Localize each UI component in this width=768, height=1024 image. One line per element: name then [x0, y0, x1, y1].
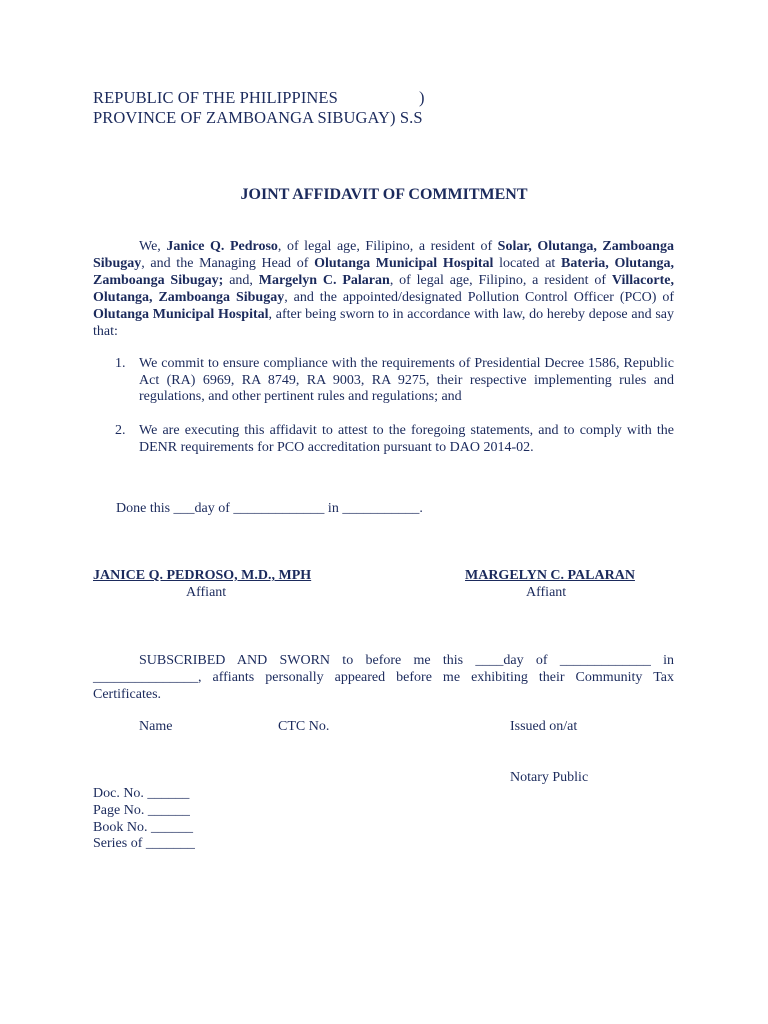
hospital-name: Olutanga Municipal Hospital — [93, 307, 269, 322]
signatory-name-2: MARGELYN C. PALARAN — [465, 568, 635, 583]
jurat-paragraph: SUBSCRIBED AND SWORN to before me this ____day of _____________ in _______________, affiants personally appeared before me exhibiting their Community Tax Certificates. — [93, 653, 674, 702]
affiant1-residence: Solar, Olutanga, Zamboanga Sibugay — [93, 239, 674, 271]
affiant2-name-inline: Margelyn C. Palaran — [258, 273, 390, 288]
signatory-name-1: JANICE Q. PEDROSO, M.D., MPH — [93, 568, 312, 583]
page-no: Page No. ______ — [93, 803, 190, 818]
affiant-label-2: Affiant — [526, 585, 567, 600]
item-text: We are executing this affidavit to attest to the foregoing statements, and to comply with the DENR requirements for PCO accreditation pursuant to DAO 2014-02. — [139, 423, 674, 455]
series-of: Series of _______ — [93, 836, 195, 851]
book-no: Book No. ______ — [93, 820, 193, 835]
affiant-label-1: Affiant — [186, 585, 227, 600]
header-province: PROVINCE OF ZAMBOANGA SIBUGAY) S.S — [93, 108, 423, 127]
document-title: JOINT AFFIDAVIT OF COMMITMENT — [240, 186, 528, 203]
affiant2-residence: Villacorte, Olutanga, Zamboanga Sibugay — [93, 273, 674, 305]
affiant1-name-inline: Janice Q. Pedroso — [166, 239, 278, 254]
intro-paragraph — [93, 238, 674, 340]
ctc-col-number: CTC No. — [278, 719, 330, 734]
doc-no: Doc. No. ______ — [93, 786, 190, 801]
done-this-line: Done this ___day of _____________ in ___________. — [116, 501, 423, 516]
notary-public-label: Notary Public — [510, 770, 589, 785]
ctc-col-issued: Issued on/at — [510, 719, 578, 734]
item-number: 2. — [115, 423, 126, 438]
intro-text: , of legal age, Filipino, a resident of — [389, 273, 612, 288]
commitment-item-2 — [93, 423, 674, 456]
intro-text: located at — [493, 256, 561, 271]
intro-text: and, — [223, 273, 259, 288]
intro-text: , and the appointed/designated Pollution Control Officer (PCO) of — [284, 290, 674, 305]
intro-text: , after being sworn to in accordance with law, do hereby depose and say that: — [93, 307, 674, 339]
header-paren: ) — [419, 88, 425, 107]
hospital-location: Bateria, Olutanga, Zamboanga Sibugay; — [93, 256, 674, 288]
item-number: 1. — [115, 356, 126, 371]
item-text: We commit to ensure compliance with the requirements of Presidential Decree 1586, Republic Act (RA) 6969, RA 8749, RA 9003, RA 9275, their respective implementing rules and regulations, and other pertinent rules and regulations; and — [139, 356, 674, 405]
intro-text: We, — [139, 239, 167, 254]
hospital-name: Olutanga Municipal Hospital — [314, 256, 494, 271]
intro-text: , of legal age, Filipino, a resident of — [277, 239, 498, 254]
header-republic — [93, 88, 425, 108]
intro-text: , and the Managing Head of — [141, 256, 315, 271]
commitment-item-1 — [93, 356, 674, 406]
ctc-col-name: Name — [139, 719, 173, 734]
header-republic-text: REPUBLIC OF THE PHILIPPINES — [93, 88, 338, 107]
